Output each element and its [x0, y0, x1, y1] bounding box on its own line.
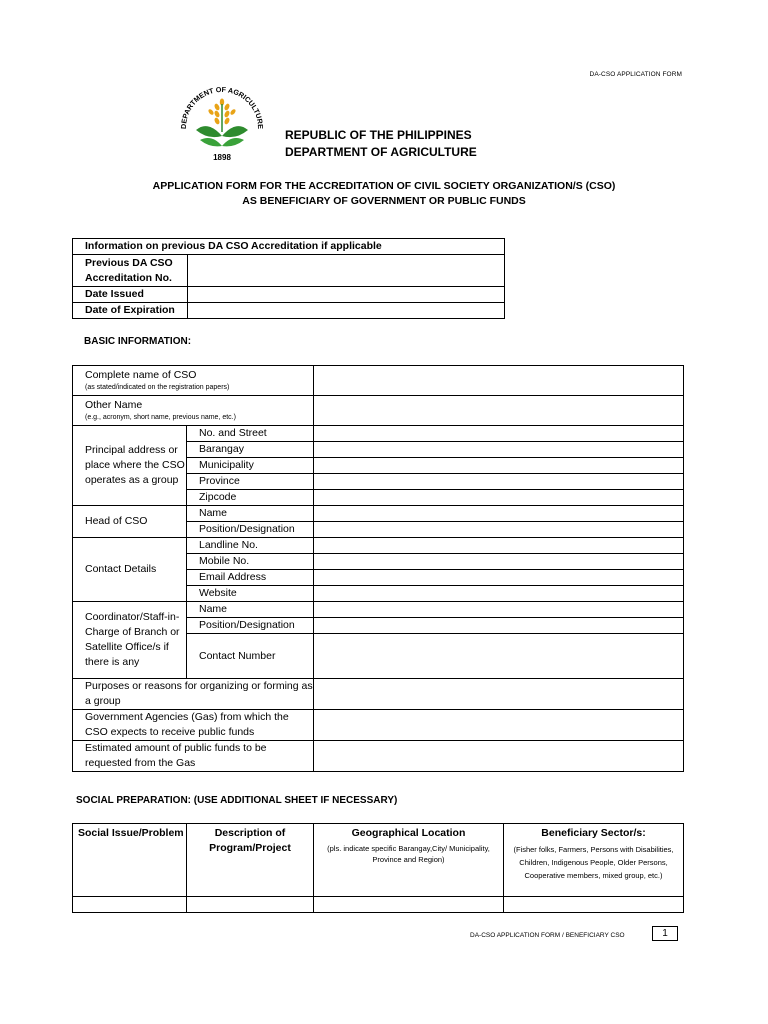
- department-heading: DEPARTMENT OF AGRICULTURE: [285, 145, 477, 159]
- head-label: Head of CSO: [73, 506, 187, 538]
- svg-text:DEPARTMENT OF AGRICULTURE: DEPARTMENT OF AGRICULTURE: [178, 84, 266, 130]
- coordinator-contact-label: Contact Number: [187, 634, 314, 679]
- complete-name-field[interactable]: [314, 366, 684, 396]
- coordinator-name-field[interactable]: [314, 602, 684, 618]
- republic-heading: REPUBLIC OF THE PHILIPPINES: [285, 128, 472, 142]
- street-field[interactable]: [314, 426, 684, 442]
- coordinator-position-field[interactable]: [314, 618, 684, 634]
- date-issued-field[interactable]: [188, 287, 505, 303]
- zipcode-field[interactable]: [314, 490, 684, 506]
- coordinator-contact-field[interactable]: [314, 634, 684, 679]
- basic-information-heading: BASIC INFORMATION:: [84, 336, 192, 347]
- landline-label: Landline No.: [187, 538, 314, 554]
- coordinator-label: Coordinator/Staff-in-Charge of Branch or Satellite Office/s if there is any: [73, 602, 187, 679]
- description-field[interactable]: [187, 897, 314, 913]
- coordinator-position-label: Position/Designation: [187, 618, 314, 634]
- date-issued-label: Date Issued: [73, 287, 188, 303]
- previous-accreditation-table: [72, 238, 505, 319]
- logo-year: 1898: [213, 153, 231, 162]
- social-preparation-heading: SOCIAL PREPARATION: (USE ADDITIONAL SHEET IF NECESSARY): [76, 795, 398, 806]
- email-label: Email Address: [187, 570, 314, 586]
- mobile-label: Mobile No.: [187, 554, 314, 570]
- coordinator-name-label: Name: [187, 602, 314, 618]
- estimated-funds-label: Estimated amount of public funds to be requested from the Gas: [73, 741, 314, 772]
- street-label: No. and Street: [187, 426, 314, 442]
- contact-details-label: Contact Details: [73, 538, 187, 602]
- department-of-agriculture-logo: [176, 80, 268, 164]
- other-name-label: Other Name (e.g., acronym, short name, previous name, etc.): [73, 396, 314, 426]
- form-title-line2: AS BENEFICIARY OF GOVERNMENT OR PUBLIC FUNDS: [242, 195, 526, 207]
- head-position-label: Position/Designation: [187, 522, 314, 538]
- landline-field[interactable]: [314, 538, 684, 554]
- footer-text: DA-CSO APPLICATION FORM / BENEFICIARY CSO: [470, 932, 625, 939]
- form-title-line1: APPLICATION FORM FOR THE ACCREDITATION OF CIVIL SOCIETY ORGANIZATION/S (CSO): [152, 180, 616, 192]
- previous-accreditation-heading: Information on previous DA CSO Accreditation if applicable: [73, 239, 505, 255]
- geo-location-field[interactable]: [314, 897, 504, 913]
- province-label: Province: [187, 474, 314, 490]
- date-expiration-label: Date of Expiration: [73, 303, 188, 319]
- head-name-label: Name: [187, 506, 314, 522]
- social-preparation-table: [72, 823, 684, 913]
- accreditation-no-label: Previous DA CSO Accreditation No.: [73, 255, 188, 287]
- form-code-header: DA-CSO APPLICATION FORM: [589, 71, 682, 78]
- col-description: Description of Program/Project: [187, 824, 314, 897]
- estimated-funds-field[interactable]: [314, 741, 684, 772]
- barangay-label: Barangay: [187, 442, 314, 458]
- mobile-field[interactable]: [314, 554, 684, 570]
- purposes-field[interactable]: [314, 679, 684, 710]
- col-geo-location: Geographical Location (pls. indicate specific Barangay,City/ Municipality, Province and Region): [314, 824, 504, 897]
- website-field[interactable]: [314, 586, 684, 602]
- agencies-label: Government Agencies (Gas) from which the CSO expects to receive public funds: [73, 710, 314, 741]
- letterhead: [285, 127, 477, 161]
- basic-information-table: [72, 365, 684, 772]
- col-social-issue: Social Issue/Problem: [73, 824, 187, 897]
- province-field[interactable]: [314, 474, 684, 490]
- municipality-label: Municipality: [187, 458, 314, 474]
- other-name-field[interactable]: [314, 396, 684, 426]
- zipcode-label: Zipcode: [187, 490, 314, 506]
- barangay-field[interactable]: [314, 442, 684, 458]
- beneficiary-field[interactable]: [504, 897, 684, 913]
- complete-name-label: Complete name of CSO (as stated/indicated on the registration papers): [73, 366, 314, 396]
- col-beneficiary: Beneficiary Sector/s: (Fisher folks, Farmers, Persons with Disabilities, Children, Indigenous People, Older Persons, Cooperative members, mixed group, etc.): [504, 824, 684, 897]
- accreditation-no-field[interactable]: [188, 255, 505, 287]
- head-position-field[interactable]: [314, 522, 684, 538]
- social-issue-field[interactable]: [73, 897, 187, 913]
- email-field[interactable]: [314, 570, 684, 586]
- agencies-field[interactable]: [314, 710, 684, 741]
- date-expiration-field[interactable]: [188, 303, 505, 319]
- purposes-label: Purposes or reasons for organizing or forming as a group: [73, 679, 314, 710]
- website-label: Website: [187, 586, 314, 602]
- page-number: 1: [652, 926, 678, 941]
- address-label: Principal address or place where the CSO operates as a group: [73, 426, 187, 506]
- head-name-field[interactable]: [314, 506, 684, 522]
- municipality-field[interactable]: [314, 458, 684, 474]
